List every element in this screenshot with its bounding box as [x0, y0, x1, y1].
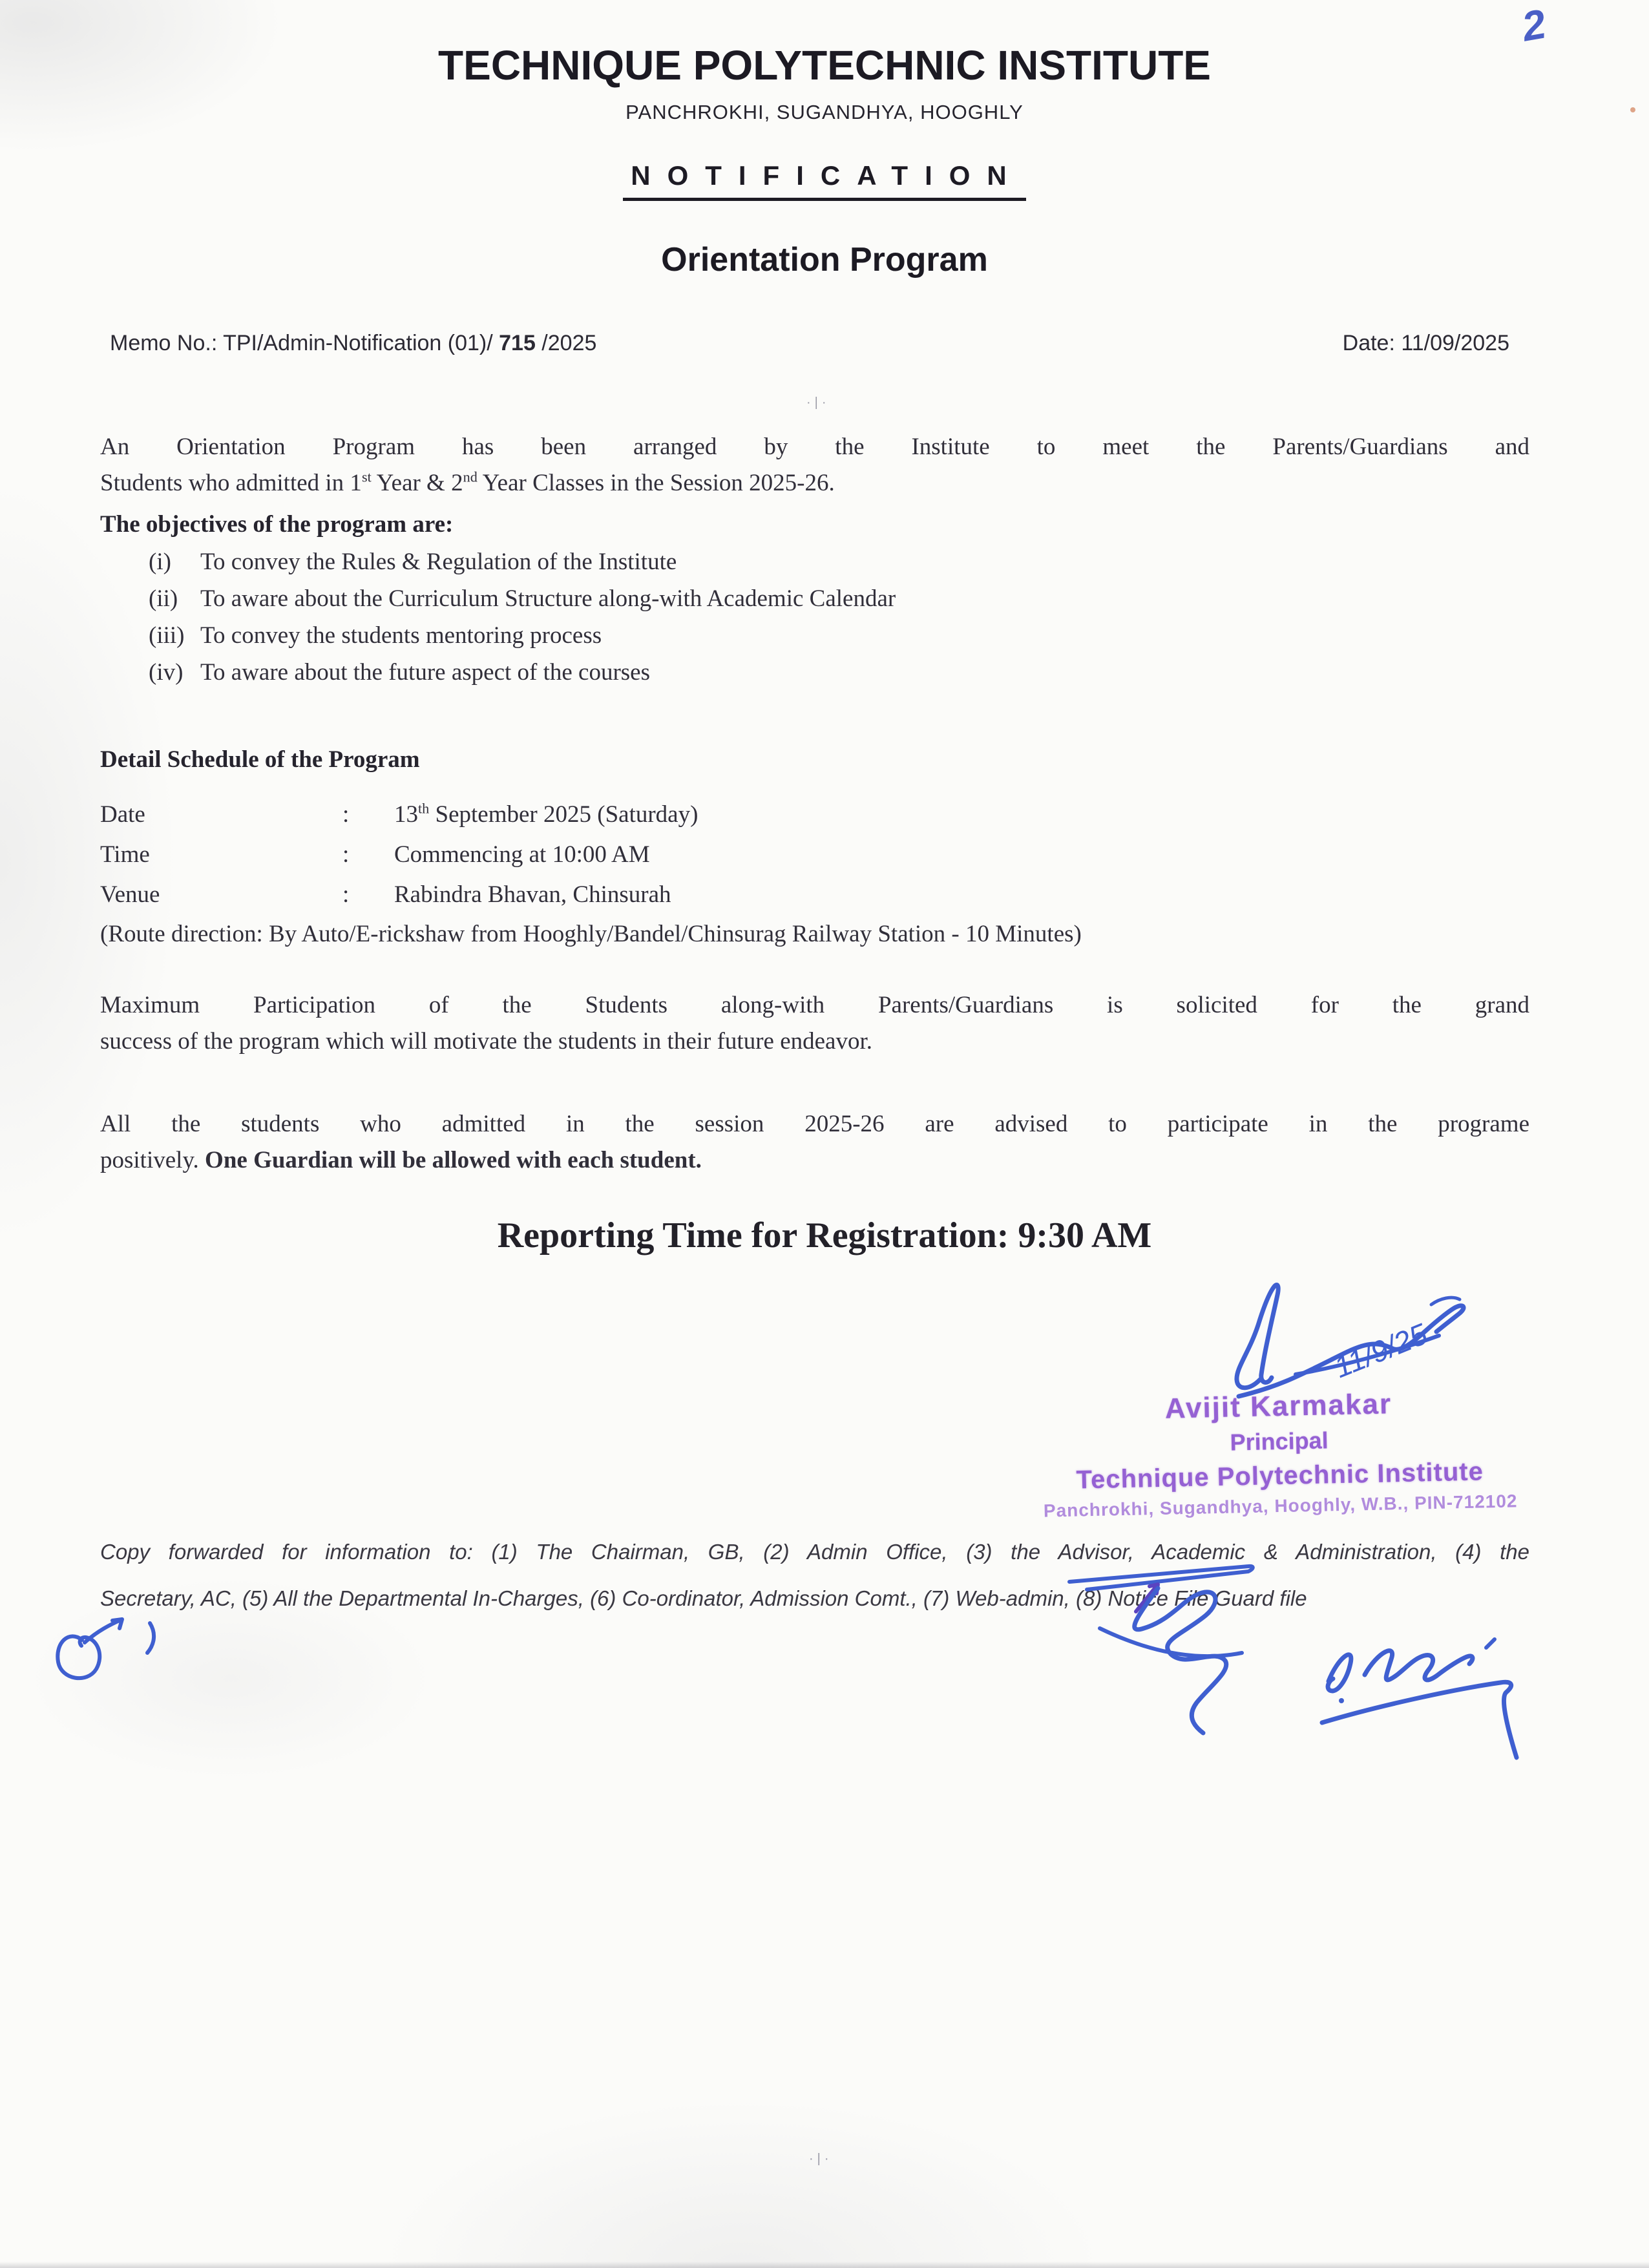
- ordinal-superscript: st: [361, 468, 372, 485]
- intro-line1: An Orientation Program has been arranged by the Institute to meet the Parents/Guardians and: [100, 434, 1529, 460]
- advice-line2-bold: One Guardian will be allowed with each student.: [205, 1147, 702, 1173]
- intro-line2-text: Year & 2: [371, 470, 463, 496]
- objective-text: To convey the students mentoring process: [200, 622, 602, 649]
- schedule-colon: :: [342, 881, 350, 908]
- objective-item: [100, 544, 1529, 581]
- stamp-name: Avijit Karmakar: [1164, 1388, 1392, 1425]
- institute-address: PANCHROKHI, SUGANDHYA, HOOGHLY: [625, 101, 1024, 123]
- objective-numeral: (iv): [149, 659, 184, 686]
- schedule-row-venue: [100, 875, 1529, 915]
- schedule-value: [394, 795, 698, 835]
- scan-bottom-edge: [0, 2262, 1649, 2268]
- reporting-time-heading: Reporting Time for Registration: 9:30 AM: [497, 1215, 1152, 1255]
- stamp-address: Panchrokhi, Sugandhya, Hooghly, W.B., PIN-712102: [1043, 1491, 1518, 1521]
- objective-numeral: (iii): [149, 622, 185, 649]
- ink-artifact: ·|·: [809, 2152, 833, 2166]
- ordinal-superscript: nd: [463, 468, 478, 485]
- memo-number-line: [110, 331, 596, 356]
- copy-line2: Secretary, AC, (5) All the Departmental In-Charges, (6) Co-ordinator, Admission Comt., (7) Web-admin, (8) Notice File Guard file: [100, 1586, 1307, 1610]
- copy-line1: Copy forwarded for information to: (1) The Chairman, GB, (2) Admin Office, (3) the Advisor, Academic & Administration, (4) the: [100, 1540, 1529, 1564]
- objective-numeral: (i): [149, 549, 171, 575]
- intro-line2: [100, 465, 1529, 501]
- date-rest: September 2025 (Saturday): [429, 801, 698, 828]
- handwritten-page-number: 2: [1518, 0, 1549, 50]
- schedule-label: Time: [100, 841, 150, 868]
- notification-heading: NOTIFICATION: [623, 160, 1026, 201]
- memo-number: 715: [499, 331, 536, 355]
- schedule-label: Date: [100, 801, 145, 828]
- initial-mark: [36, 1604, 184, 1707]
- schedule-heading: Detail Schedule of the Program: [100, 746, 420, 773]
- schedule-value: Commencing at 10:00 AM: [394, 841, 650, 868]
- objective-text: To aware about the future aspect of the courses: [200, 659, 651, 686]
- memo-suffix: /2025: [535, 331, 597, 355]
- objective-numeral: (ii): [149, 585, 178, 612]
- memo-prefix: Memo No.: TPI/Admin-Notification (01)/: [110, 331, 499, 355]
- stamp-organization: Technique Polytechnic Institute: [1076, 1457, 1484, 1495]
- intro-line2-text: Students who admitted in 1: [100, 470, 362, 496]
- objective-text: To convey the Rules & Regulation of the Institute: [200, 549, 677, 575]
- notification-heading-wrap: [0, 160, 1649, 201]
- advice-line1: All the students who admitted in the session 2025-26 are advised to participate in the programe: [100, 1111, 1529, 1137]
- objective-text: To aware about the Curriculum Structure along-with Academic Calendar: [200, 585, 896, 612]
- memo-row: [110, 331, 1509, 356]
- intro-paragraph: [100, 429, 1529, 501]
- schedule-value: Rabindra Bhavan, Chinsurah: [394, 881, 671, 908]
- schedule-table: [100, 795, 1529, 915]
- signature-date-note: 11/9/25: [1329, 1316, 1432, 1385]
- advice-line2-normal: positively.: [100, 1147, 205, 1173]
- objectives-heading: The objectives of the program are:: [100, 511, 454, 538]
- memo-date: Date: 11/09/2025: [1342, 331, 1509, 355]
- objectives-list: [100, 544, 1529, 691]
- principal-stamp: [984, 1384, 1575, 1522]
- participation-line2: success of the program which will motivate the students in their future endeavor.: [100, 1028, 872, 1055]
- advice-line2: [100, 1142, 1529, 1179]
- countersignature-left: [1060, 1549, 1279, 1743]
- schedule-colon: :: [342, 801, 350, 828]
- participation-line1: Maximum Participation of the Students along-with Parents/Guardians is solicited for the grand: [100, 992, 1529, 1018]
- date-day: 13: [394, 801, 418, 828]
- advice-paragraph: [100, 1106, 1529, 1179]
- institute-name: TECHNIQUE POLYTECHNIC INSTITUTE: [438, 42, 1211, 89]
- participation-paragraph: [100, 987, 1529, 1060]
- intro-line2-text: Year Classes in the Session 2025-26.: [477, 470, 835, 496]
- stamp-title: Principal: [1230, 1427, 1329, 1456]
- countersignature-right: [1292, 1602, 1531, 1783]
- schedule-colon: :: [342, 841, 350, 868]
- program-title: Orientation Program: [661, 241, 988, 278]
- objective-item: [100, 618, 1529, 655]
- route-direction-note: (Route direction: By Auto/E-rickshaw from Hooghly/Bandel/Chinsurag Railway Station - 10 Minutes): [100, 921, 1082, 947]
- objective-item: [100, 581, 1529, 618]
- ordinal-superscript: th: [418, 800, 430, 817]
- schedule-row-time: [100, 835, 1529, 875]
- schedule-row-date: [100, 795, 1529, 835]
- objective-item: [100, 655, 1529, 691]
- schedule-label: Venue: [100, 881, 160, 908]
- ink-artifact: ·|·: [806, 395, 830, 410]
